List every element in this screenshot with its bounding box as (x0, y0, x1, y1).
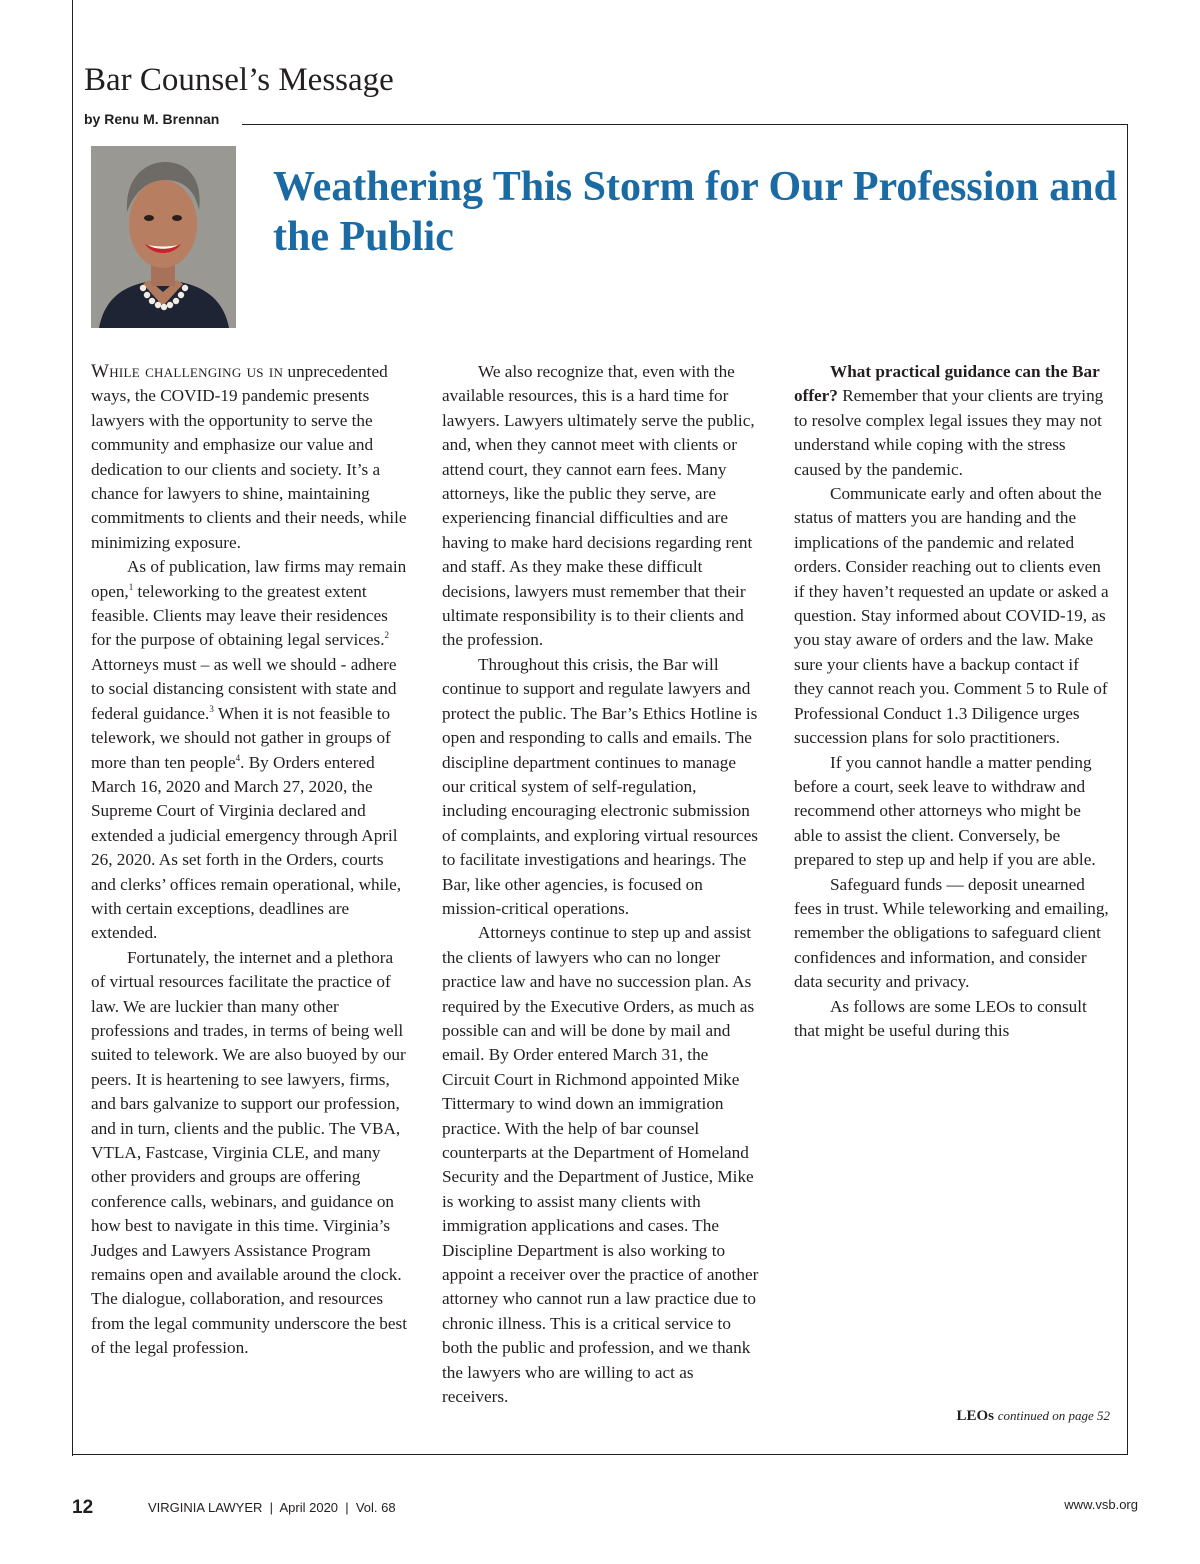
article-paragraph (794, 360, 1112, 482)
article-paragraph: Fortunately, the internet and a plethora of virtual resources facilitate the practice of law. We are luckier than many other professions and trades, in terms of being well suited to telework. We are also buoyed by our peers. It is heartening to see lawyers, firms, and bars galvanize to support our profession, and in turn, clients and the public. The VBA, VTLA, Fastcase, Virginia CLE, and many other providers and groups are offering conference calls, webinars, and guidance on how best to navigate in this time. Virginia’s Judges and Lawyers Assistance Program remains open and available around the clock. The dialogue, collaboration, and resources from the legal community underscore the best of the legal profession. (91, 947, 407, 1358)
footnote-ref: 1 (128, 581, 134, 592)
footnote-ref: 3 (209, 703, 214, 714)
author-photo (91, 146, 236, 328)
paragraph-text: Remember that your clients are trying to resolve complex legal issues they may not understand while coping with the stress caused by the pandemic. (794, 386, 1104, 479)
footnote-ref: 4 (235, 752, 241, 763)
article-paragraph: Attorneys continue to step up and assist the clients of lawyers who can no longer practice law and have no succession plan. As required by the Executive Orders, as much as possible can and will be done by mail and email. By Order entered March 31, the Circuit Court in Richmond appointed Mike Tittermary to wind down an immigration practice. With the help of bar counsel counterparts at the Department of Homeland Security and the Department of Justice, Mike is working to assist many clients with immigration applications and cases. The Discipline Department is also working to appoint a receiver over the practice of another attorney who cannot run a law practice due to chronic illness. This is a critical service to both the public and profession, and we thank the lawyers who are willing to act as receivers. (442, 923, 759, 1407)
continued-label: LEOs (956, 1408, 994, 1424)
article-paragraph: Throughout this crisis, the Bar will continue to support and regulate lawyers and protect the public. The Bar’s Ethics Hotline is open and responding to calls and emails. The discipline department continues to manage our critical system of self-regulation, including encouraging electronic submission of complaints, and exploring virtual resources to facilitate investigations and hearings. The Bar, like other agencies, is focused on mission-critical operations. (442, 654, 758, 918)
lead-in: While challenging us in (91, 361, 284, 382)
article-column-1 (91, 360, 409, 1361)
article-paragraph: As follows are some LEOs to consult that might be useful during this (794, 996, 1087, 1040)
continued-page-ref: continued on page 52 (997, 1408, 1110, 1423)
section-title: Bar Counsel’s Message (84, 62, 394, 98)
paragraph-text: Attorneys must – as well we should - adhere to social distancing consistent with state and federal guidance. (91, 654, 397, 723)
article-paragraph: We also recognize that, even with the available resources, this is a hard time for lawyers. Lawyers ultimately serve the public, and, when they cannot meet with clients or attend court, they cannot earn fees. Many attorneys, like the public they serve, are experiencing financial difficulties and are having to make hard decisions regarding rent and staff. As they make these difficult decisions, lawyers must remember that their ultimate responsibility is to their clients and the profession. (442, 362, 755, 650)
paragraph-text: unprecedented ways, the COVID-19 pandemic presents lawyers with the opportunity to serve the community and emphasize our value and dedication to our clients and society. It’s a chance for lawyers to shine, maintaining commitments to clients and their needs, while minimizing exposure. (91, 362, 407, 552)
publication-info: VIRGINIA LAWYER | April 2020 | Vol. 68 (148, 1500, 396, 1515)
article-paragraph (91, 360, 409, 555)
frame-bottom-rule (72, 1454, 1128, 1455)
page-number: 12 (72, 1497, 94, 1518)
byline-rule (242, 124, 1128, 125)
paragraph-text: . By Orders entered March 16, 2020 and March 27, 2020, the Supreme Court of Virginia declared and extended a judicial emergency through April 26, 2020. As set forth in the Orders, courts and clerks’ offices remain operational, while, with certain exceptions, deadlines are extended. (91, 752, 402, 943)
paragraph-text: teleworking to the greatest extent feasible. Clients may leave their residences for the purpose of obtaining legal services. (91, 581, 388, 650)
author-portrait-image (91, 146, 236, 328)
continued-note (956, 1408, 1110, 1425)
frame-right-rule (1127, 124, 1128, 1455)
article-column-2 (442, 360, 760, 1409)
website-link[interactable]: www.vsb.org (1064, 1497, 1138, 1512)
article-paragraph: If you cannot handle a matter pending before a court, seek leave to withdraw and recommend other attorneys who might be able to assist the client. Conversely, be prepared to step up and help if you are able. (794, 752, 1096, 870)
paragraph-text: When it is not feasible to telework, we should not gather in groups of more than ten people (91, 703, 391, 772)
article-column-3 (794, 360, 1112, 1043)
left-border-rule (72, 0, 73, 1456)
article-paragraph: Safeguard funds — deposit unearned fees in trust. While teleworking and emailing, remember the obligations to safeguard client confidences and information, and consider data security and privacy. (794, 874, 1109, 992)
article-headline: Weathering This Storm for Our Profession and the Public (273, 164, 1117, 260)
article-paragraph (91, 555, 409, 946)
author-byline: by Renu M. Brennan (84, 111, 220, 127)
byline-row (84, 110, 219, 128)
subhead-question: What practical guidance can the Bar offer? (794, 362, 1100, 406)
article-paragraph: Communicate early and often about the status of matters you are handing and the implications of the pandemic and related orders. Consider reaching out to clients even if they haven’t requested an update or asked a question. Stay informed about COVID-19, as you stay aware of orders and the law. Make sure your clients have a backup contact if they cannot reach you. Comment 5 to Rule of Professional Conduct 1.3 Diligence urges succession plans for solo practitioners. (794, 484, 1109, 748)
footnote-ref: 2 (384, 630, 390, 641)
paragraph-text: As of publication, law firms may remain open, (91, 557, 407, 601)
